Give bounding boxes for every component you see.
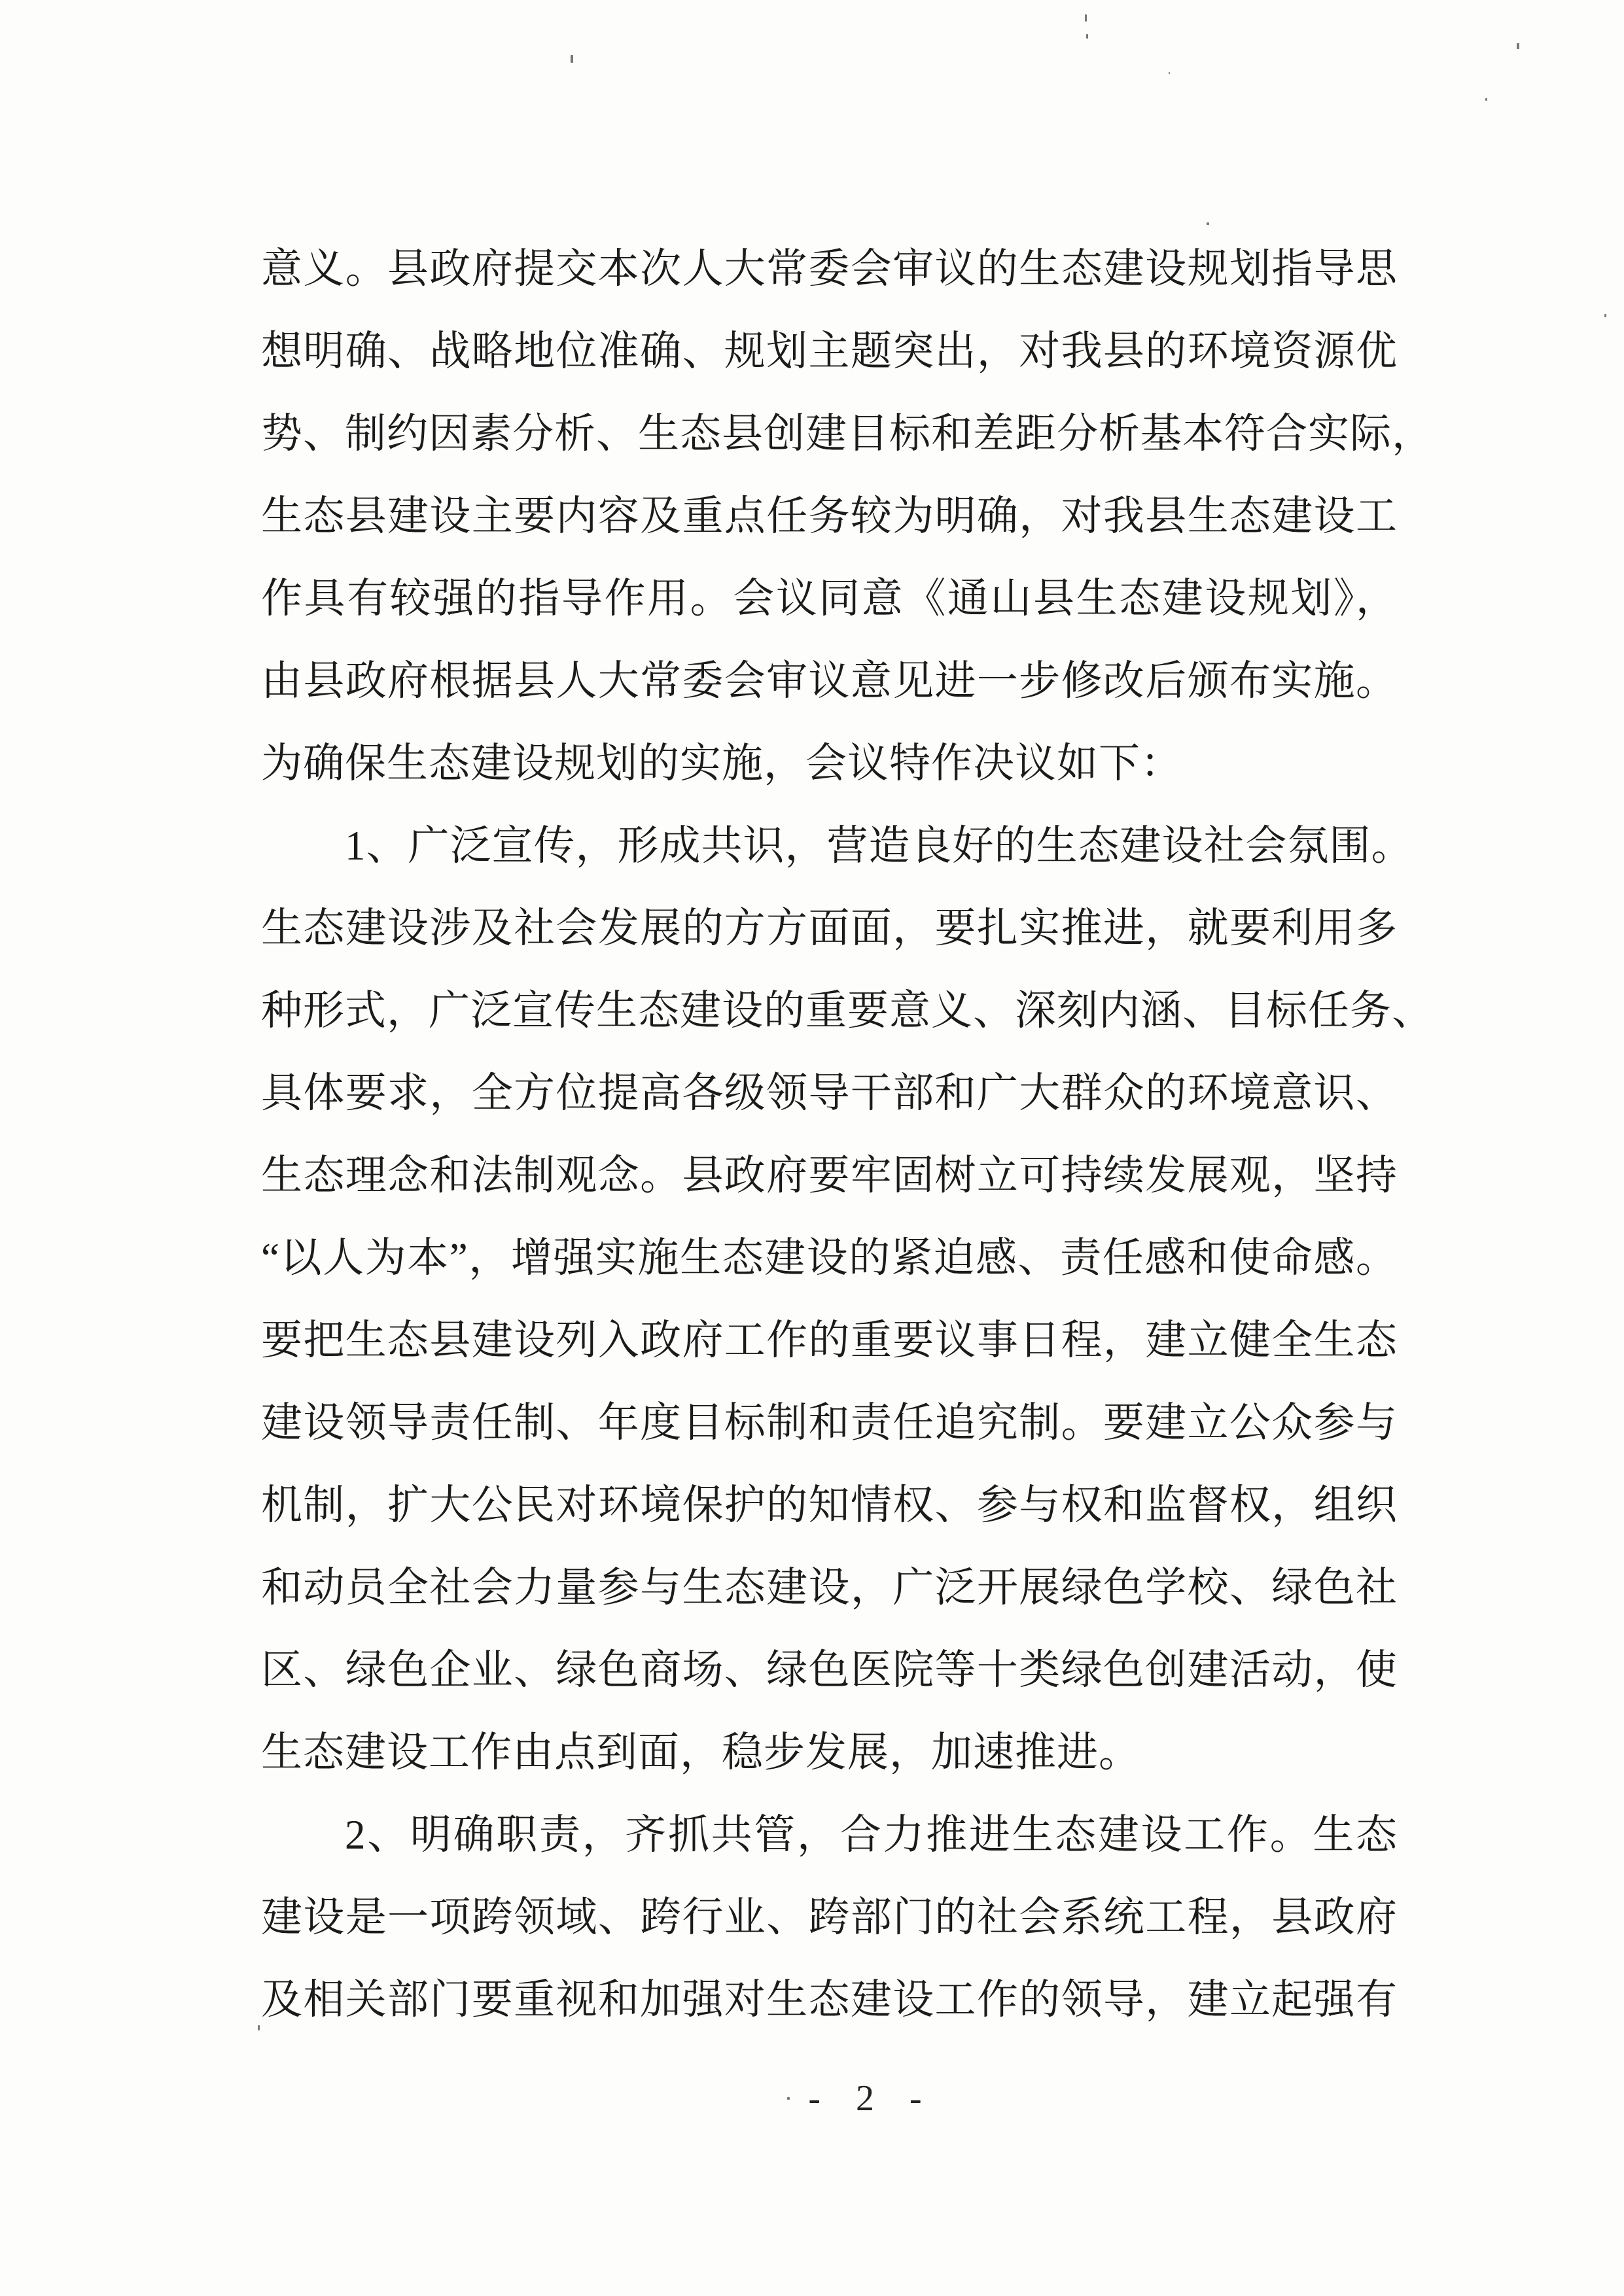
scan-speck <box>1517 43 1519 49</box>
text-line: 建设是一项跨领域、跨行业、跨部门的社会系统工程，县政府 <box>261 1894 1398 1940</box>
page-number: - 2 - <box>808 2078 932 2119</box>
scan-speck <box>1085 14 1087 22</box>
text-line: 1、广泛宣传，形成共识，营造良好的生态建设社会氛围。 <box>345 823 1413 869</box>
text-line: 想明确、战略地位准确、规划主题突出，对我县的环境资源优 <box>261 328 1398 374</box>
text-line: 由县政府根据县人大常委会审议意见进一步修改后颁布实施。 <box>261 658 1398 704</box>
text-line: 生态建设涉及社会发展的方方面面，要扎实推进，就要利用多 <box>261 905 1398 951</box>
scan-speck <box>1207 222 1209 225</box>
text-line: 作具有较强的指导作用。会议同意《通山县生态建设规划》， <box>261 576 1398 621</box>
text-line: “以人为本”，增强实施生态建设的紧迫感、责任感和使命感。 <box>261 1235 1398 1281</box>
scan-speck <box>787 2097 790 2100</box>
document-body <box>261 228 1434 2041</box>
text-line: 建设领导责任制、年度目标制和责任追究制。要建立公众参与 <box>261 1400 1398 1446</box>
text-line: 要把生态县建设列入政府工作的重要议事日程，建立健全生态 <box>261 1317 1398 1363</box>
scan-speck <box>1086 34 1088 39</box>
text-line: 种形式，广泛宣传生态建设的重要意义、深刻内涵、目标任务、 <box>261 988 1434 1034</box>
text-line: 势、制约因素分析、生态县创建目标和差距分析基本符合实际， <box>261 411 1434 457</box>
text-line: 生态县建设主要内容及重点任务较为明确，对我县生态建设工 <box>261 493 1398 539</box>
text-line: 具体要求，全方位提高各级领导干部和广大群众的环境意识、 <box>261 1070 1398 1116</box>
text-line: 和动员全社会力量参与生态建设，广泛开展绿色学校、绿色社 <box>261 1565 1398 1610</box>
scan-speck <box>258 2025 260 2030</box>
text-line: 为确保生态建设规划的实施，会议特作决议如下： <box>261 740 1182 786</box>
text-line: 生态理念和法制观念。县政府要牢固树立可持续发展观，坚持 <box>261 1153 1398 1198</box>
text-line: 意义。县政府提交本次人大常委会审议的生态建设规划指导思 <box>261 246 1398 292</box>
text-line: 机制，扩大公民对环境保护的知情权、参与权和监督权，组织 <box>261 1482 1398 1528</box>
scan-speck <box>1169 72 1170 74</box>
scan-speck <box>571 55 573 63</box>
text-line: 2、明确职责，齐抓共管，合力推进生态建设工作。生态 <box>345 1812 1398 1858</box>
text-line: 生态建设工作由点到面，稳步发展，加速推进。 <box>261 1730 1140 1775</box>
scan-speck <box>1485 98 1487 101</box>
scan-speck <box>1604 314 1606 317</box>
text-line: 区、绿色企业、绿色商场、绿色医院等十类绿色创建活动，使 <box>261 1647 1398 1693</box>
text-line: 及相关部门要重视和加强对生态建设工作的领导，建立起强有 <box>261 1977 1398 2023</box>
